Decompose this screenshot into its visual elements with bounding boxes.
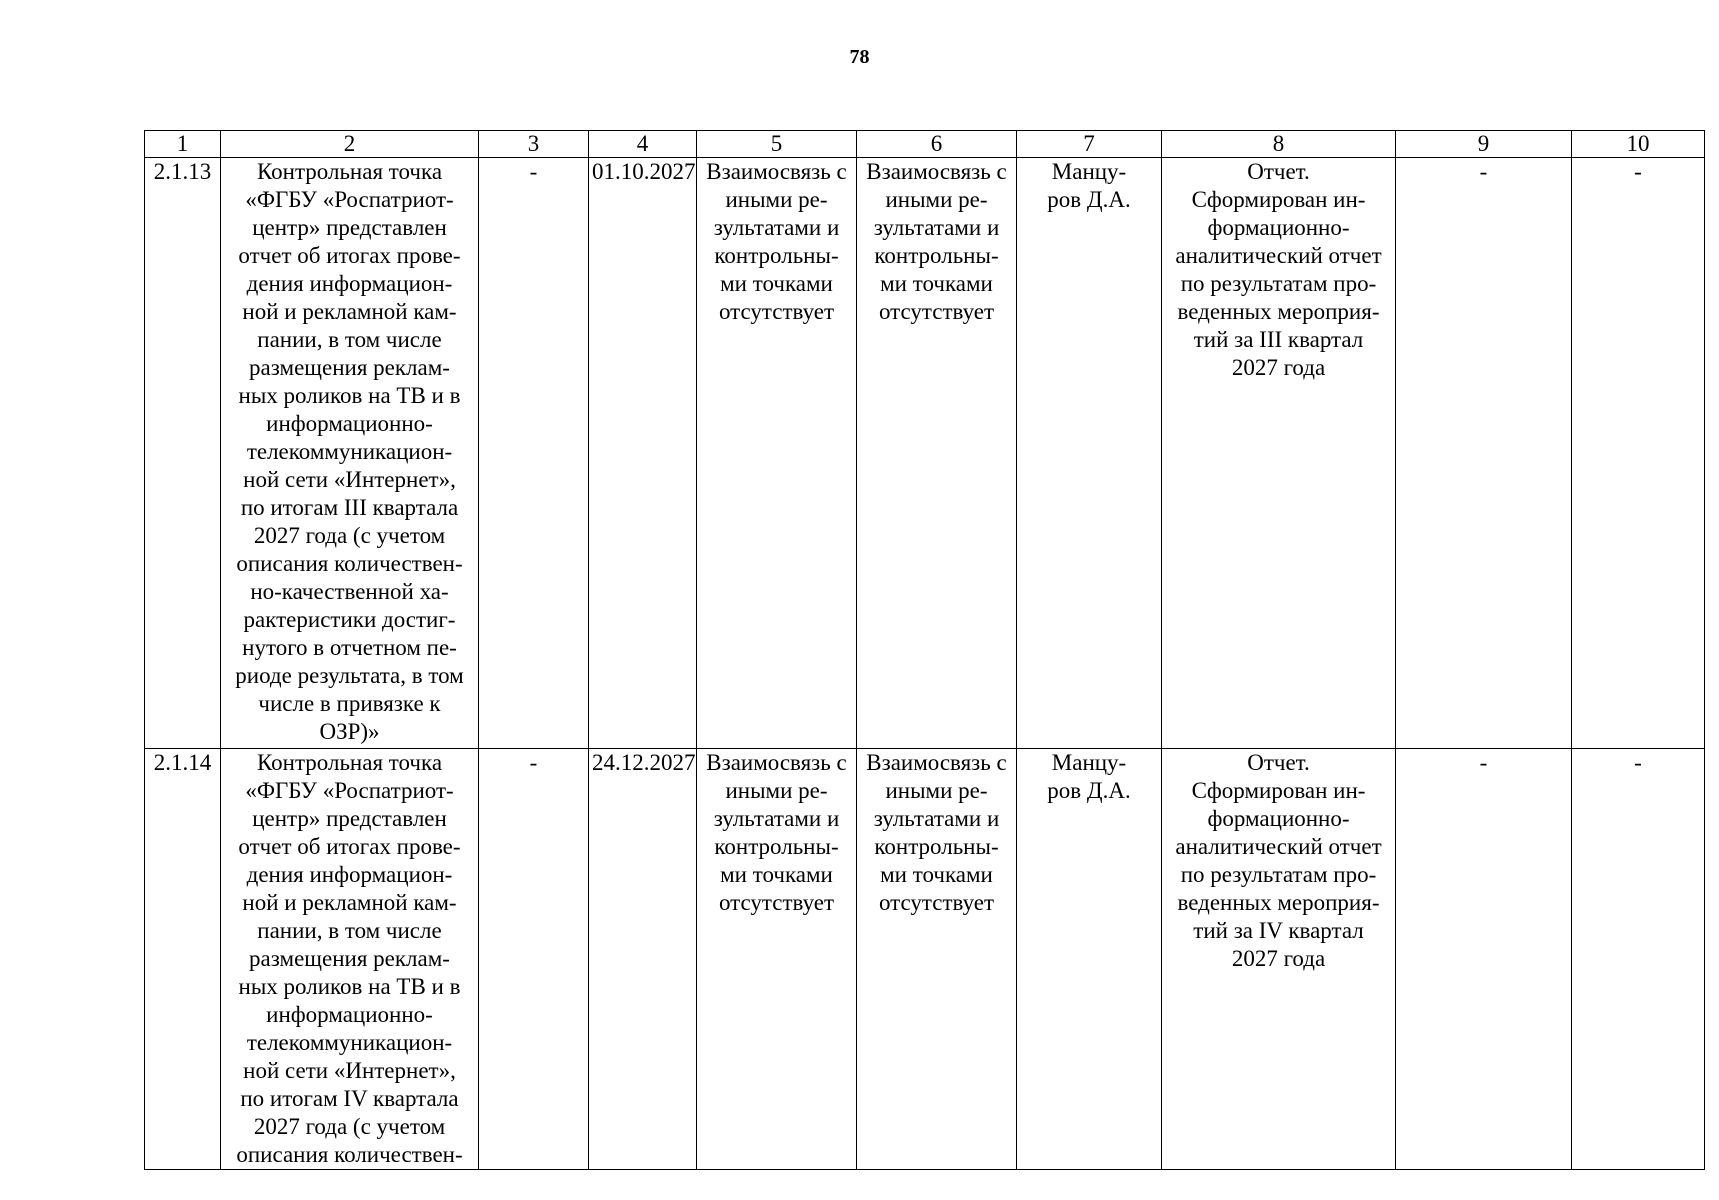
row-relation-checkpoints: Взаимосвязь с иными ре- зультатами и контрольны- ми точками отсутствует [857,749,1017,1170]
row-relation-results: Взаимосвязь с иными ре- зультатами и контрольны- ми точками отсутствует [697,158,857,749]
row-col10: - [1572,749,1705,1170]
row-col9: - [1396,158,1572,749]
column-header: 8 [1162,131,1396,158]
row-result: Отчет. Сформирован ин- формационно- аналитический отчет по результатам про- веденных мероприя- тий за III квартал 2027 года [1162,158,1396,749]
row-responsible: Манцу- ров Д.А. [1017,158,1162,749]
row-responsible: Манцу- ров Д.А. [1017,749,1162,1170]
row-result: Отчет. Сформирован ин- формационно- аналитический отчет по результатам про- веденных мероприя- тий за IV квартал 2027 года [1162,749,1396,1170]
column-header: 2 [221,131,479,158]
column-header: 6 [857,131,1017,158]
row-relation-checkpoints: Взаимосвязь с иными ре- зультатами и контрольны- ми точками отсутствует [857,158,1017,749]
row-date: 01.10.2027 [589,158,697,749]
column-header: 10 [1572,131,1705,158]
column-header: 3 [479,131,589,158]
row-description: Контрольная точка «ФГБУ «Роспатриот- центр» представлен отчет об итогах прове- дения информацион- ной и рекламной кам- пании, в том числе размещения реклам- ных роликов на ТВ и в информационно- телекоммуникацион- ной сети «Интернет», по итогам III квартала 2027 года (с учетом описания количествен- но-качественной ха- рактеристики достиг- нутого в отчетном пе- риоде результата, в том числе в привязке к ОЗР)» [221,158,479,749]
column-header: 7 [1017,131,1162,158]
row-col3: - [479,749,589,1170]
column-header: 9 [1396,131,1572,158]
column-header: 4 [589,131,697,158]
page-number: 78 [849,46,870,68]
row-col10: - [1572,158,1705,749]
column-header: 1 [145,131,221,158]
column-header: 5 [697,131,857,158]
table-row [145,749,1705,1170]
row-relation-results: Взаимосвязь с иными ре- зультатами и контрольны- ми точками отсутствует [697,749,857,1170]
row-col3: - [479,158,589,749]
row-description: Контрольная точка «ФГБУ «Роспатриот- центр» представлен отчет об итогах прове- дения информацион- ной и рекламной кам- пании, в том числе размещения реклам- ных роликов на ТВ и в информационно- телекоммуникацион- ной сети «Интернет», по итогам IV квартала 2027 года (с учетом описания количествен- [221,749,479,1170]
plan-table [144,130,1705,1170]
row-number: 2.1.13 [145,158,221,749]
row-number: 2.1.14 [145,749,221,1170]
row-col9: - [1396,749,1572,1170]
row-date: 24.12.2027 [589,749,697,1170]
header-row [145,131,1705,158]
table-row [145,158,1705,749]
